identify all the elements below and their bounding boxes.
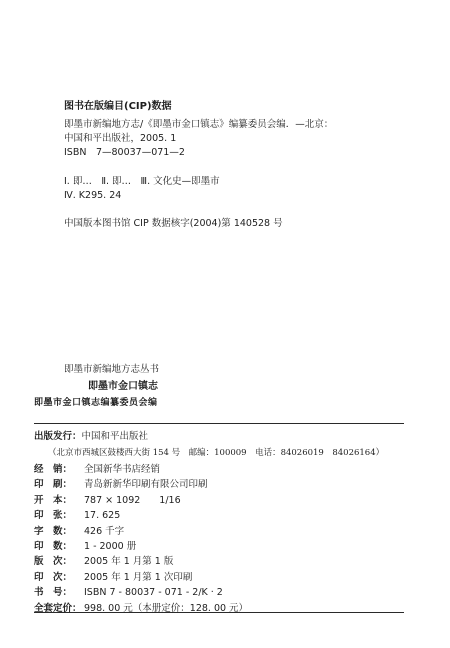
info-value: 2005 年 1 月第 1 版 [84, 556, 174, 568]
info-value: ISBN 7 - 80037 - 071 - 2/K · 2 [84, 587, 223, 599]
publisher-row [34, 431, 148, 443]
info-label: 全套定价： [34, 602, 82, 614]
info-value: 998. 00 元（本册定价：128. 00 元） [84, 602, 249, 614]
cip-classification-line: Ⅳ. K295. 24 [64, 190, 122, 201]
publisher-value: 中国和平出版社 [81, 431, 149, 442]
info-label: 印 张： [34, 510, 73, 522]
info-label: 印 数： [34, 541, 73, 552]
info-row [34, 464, 160, 476]
info-row [34, 510, 120, 522]
info-row [34, 587, 223, 599]
info-label: 开 本： [34, 494, 73, 506]
info-value: 426 千字 [84, 525, 125, 537]
info-label: 经 销： [34, 464, 73, 475]
info-row [34, 526, 124, 538]
info-label: 印 刷： [34, 479, 73, 491]
info-label: 版 次： [34, 556, 73, 568]
divider-top [34, 423, 404, 424]
info-value: 青岛新新华印刷有限公司印刷 [84, 479, 208, 491]
info-row [34, 572, 192, 584]
cip-heading: 图书在版编目(CIP)数据 [64, 101, 172, 112]
info-row [34, 556, 173, 568]
cip-record-line: 即墨市新编地方志/《即墨市金口镇志》编纂委员会编．—北京： [64, 119, 334, 130]
info-row [34, 495, 181, 507]
info-row [34, 541, 136, 553]
series-name: 即墨市新编地方志丛书 [64, 364, 160, 375]
info-row [34, 479, 208, 491]
publisher-label: 出版发行： [34, 431, 82, 442]
info-value: 17. 625 [84, 510, 121, 522]
info-value: 787 × 1092 1/16 [84, 494, 181, 506]
info-label: 书 号： [34, 587, 73, 599]
publisher-address: （北京市西城区鼓楼西大街 154 号 邮编：100009 电话：84026019 84026164） [48, 448, 385, 458]
cip-isbn-line: ISBN 7—80037—071—2 [64, 147, 185, 158]
info-value: 2005 年 1 月第 1 次印刷 [84, 571, 193, 583]
info-value: 1 - 2000 册 [84, 541, 137, 552]
info-value: 全国新华书店经销 [84, 464, 161, 475]
info-label: 印 次： [34, 571, 73, 583]
book-title: 即墨市金口镇志 [88, 381, 158, 392]
divider-bottom [34, 612, 404, 613]
cip-subject-line: Ⅰ. 即… Ⅱ. 即… Ⅲ. 文化史—即墨市 [64, 176, 220, 187]
editorial-committee: 即墨市金口镇志编纂委员会编 [34, 398, 158, 408]
cip-publisher-line: 中国和平出版社，2005. 1 [64, 133, 177, 144]
cip-approval-line: 中国版本图书馆 CIP 数据核字(2004)第 140528 号 [64, 218, 283, 229]
info-label: 字 数： [34, 525, 73, 537]
